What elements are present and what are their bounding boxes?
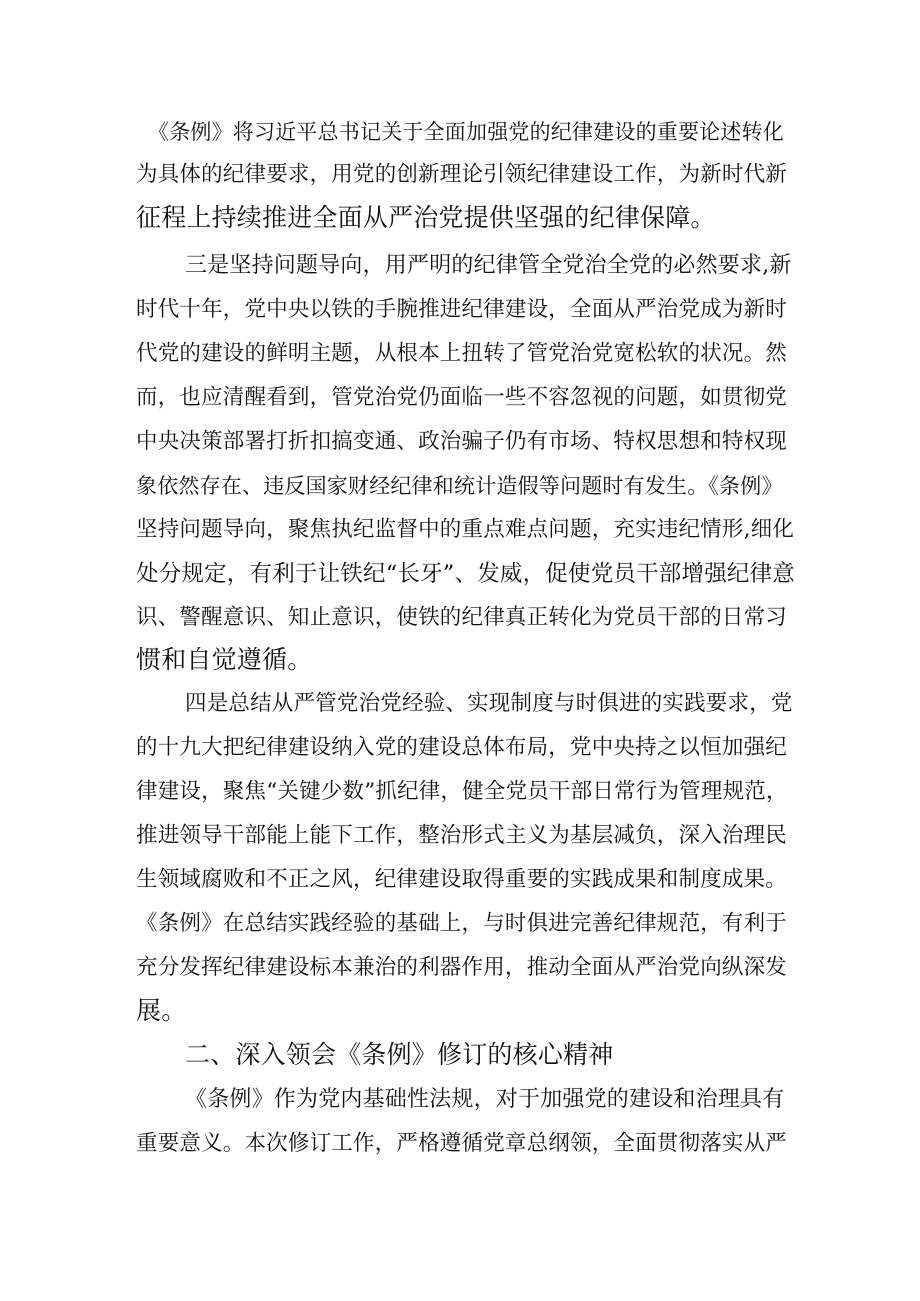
text-line: 《条例》将习近平总书记关于全面加强党的纪律建设的重要论述转化 (148, 120, 784, 144)
text-line: 重要意义。本次修订工作，严格遵循党章总纲领，全面贯彻落实从严 (136, 1131, 788, 1156)
section-heading: 二、深入领会《条例》修订的核心精神 (185, 1040, 614, 1069)
text-line: 为具体的纪律要求，用党的创新理论引领纪律建设工作，为新时代新 (136, 162, 788, 187)
text-line: 征程上持续推进全面从严治党提供坚强的纪律保障。 (136, 203, 716, 232)
text-line: 推进领导干部能上能下工作，整治形式主义为基层减负，深入治理民 (136, 823, 788, 848)
text-line: 象依然存在、违反国家财经纪律和统计造假等问题时有发生。《条例》 (136, 474, 783, 498)
text-line: 生领域腐败和不正之风，纪律建设取得重要的实践成果和制度成果。 (136, 867, 788, 892)
text-line: 的十九大把纪律建设纳入党的建设总体布局，党中央持之以恒加强纪 (136, 735, 788, 760)
text-line: 坚持问题导向，聚焦执纪监督中的重点难点问题，充实违纪情形,细化 (136, 517, 795, 542)
text-line: 时代十年，党中央以铁的手腕推进纪律建设，全面从严治党成为新时 (136, 297, 788, 322)
text-line: 中央决策部署打折扣搞变通、政治骗子仍有市场、特权思想和特权现 (136, 429, 788, 454)
text-line: 充分发挥纪律建设标本兼治的利器作用，推动全面从严治党向纵深发 (136, 955, 788, 980)
text-line: 展。 (136, 996, 187, 1025)
text-line: 三是坚持问题导向，用严明的纪律管全党治全党的必然要求,新 (185, 253, 792, 278)
text-line: 识、警醒意识、知止意识，使铁的纪律真正转化为党员干部的日常习 (136, 605, 788, 630)
text-line: 律建设，聚焦“关键少数”抓纪律，健全党员干部日常行为管理规范， (136, 779, 788, 804)
text-line: 《条例》作为党内基础性法规，对于加强党的建设和治理具有 (185, 1087, 785, 1112)
text-line: 代党的建设的鲜明主题，从根本上扭转了管党治党宽松软的状况。然 (136, 341, 788, 366)
text-line: 《条例》在总结实践经验的基础上，与时俱进完善纪律规范，有利于 (136, 911, 788, 936)
text-line: 而，也应清醒看到，管党治党仍面临一些不容忽视的问题，如贯彻党 (136, 385, 788, 410)
text-line: 惯和自觉遵循。 (136, 645, 313, 674)
text-line: 四是总结从严管党治党经验、实现制度与时俱进的实践要求，党 (185, 691, 793, 716)
text-line: 处分规定，有利于让铁纪“长牙”、发威，促使党员干部增强纪律意 (136, 561, 796, 587)
